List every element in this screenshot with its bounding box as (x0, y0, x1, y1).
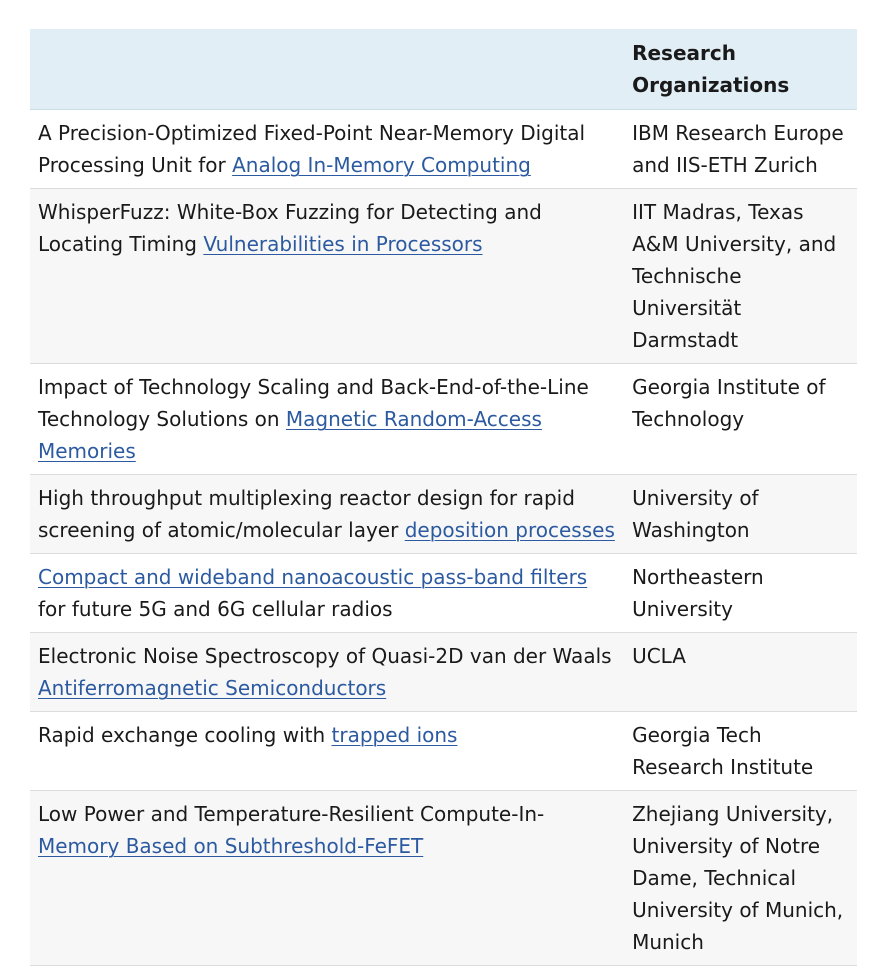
paper-title-text: Impact of Technology Scaling and Back-End-of-the-Line Technology Solutions on (38, 375, 589, 431)
paper-title-text: Low Power and Temperature-Resilient Compute-In- (38, 802, 545, 826)
organization-cell: IBM Research Europe and IIS-ETH Zurich (624, 110, 857, 189)
paper-title-cell (30, 791, 624, 966)
table-row (30, 110, 857, 189)
header-research-organizations: Research Organizations (624, 29, 857, 110)
table-header-row (30, 29, 857, 110)
paper-title-text: Electronic Noise Spectroscopy of Quasi-2D van der Waals (38, 644, 612, 668)
paper-title-text: Rapid exchange cooling with (38, 723, 332, 747)
topic-link[interactable]: Vulnerabilities in Processors (203, 232, 483, 256)
organization-cell: Georgia Tech Research Institute (624, 712, 857, 791)
table-row (30, 554, 857, 633)
topic-link[interactable]: Analog In-Memory Computing (232, 153, 531, 177)
paper-title-text: High throughput multiplexing reactor design for rapid screening of atomic/molecular layer (38, 486, 575, 542)
table-row (30, 791, 857, 966)
table-row (30, 189, 857, 364)
organization-cell: IIT Madras, Texas A&M University, and Technische Universität Darmstadt (624, 189, 857, 364)
organization-cell: University of Washington (624, 475, 857, 554)
topic-link[interactable]: trapped ions (331, 723, 458, 747)
header-title (30, 29, 624, 110)
paper-title-cell (30, 364, 624, 475)
organization-cell: Georgia Institute of Technology (624, 364, 857, 475)
topic-link[interactable]: Magnetic Random-Access Memories (38, 407, 542, 463)
organization-cell: Northeastern University (624, 554, 857, 633)
paper-title-cell (30, 712, 624, 791)
table-row (30, 633, 857, 712)
topic-link[interactable]: Antiferromagnetic Semiconductors (38, 676, 387, 700)
organization-cell: UCLA (624, 633, 857, 712)
paper-title-text: WhisperFuzz: White-Box Fuzzing for Detecting and Locating Timing (38, 200, 542, 256)
paper-title-cell (30, 554, 624, 633)
table-row (30, 712, 857, 791)
table-row (30, 364, 857, 475)
papers-table (30, 29, 857, 966)
topic-link[interactable]: Compact and wideband nanoacoustic pass-band filters (38, 565, 588, 589)
topic-link[interactable]: Memory Based on Subthreshold-FeFET (38, 834, 424, 858)
paper-title-text-after: for future 5G and 6G cellular radios (38, 597, 393, 621)
paper-title-cell (30, 633, 624, 712)
paper-title-cell (30, 475, 624, 554)
paper-title-text: A Precision-Optimized Fixed-Point Near-Memory Digital Processing Unit for (38, 121, 586, 177)
organization-cell: Zhejiang University, University of Notre Dame, Technical University of Munich, Munich (624, 791, 857, 966)
topic-link[interactable]: deposition processes (404, 518, 615, 542)
table-row (30, 475, 857, 554)
paper-title-cell (30, 189, 624, 364)
paper-title-cell (30, 110, 624, 189)
